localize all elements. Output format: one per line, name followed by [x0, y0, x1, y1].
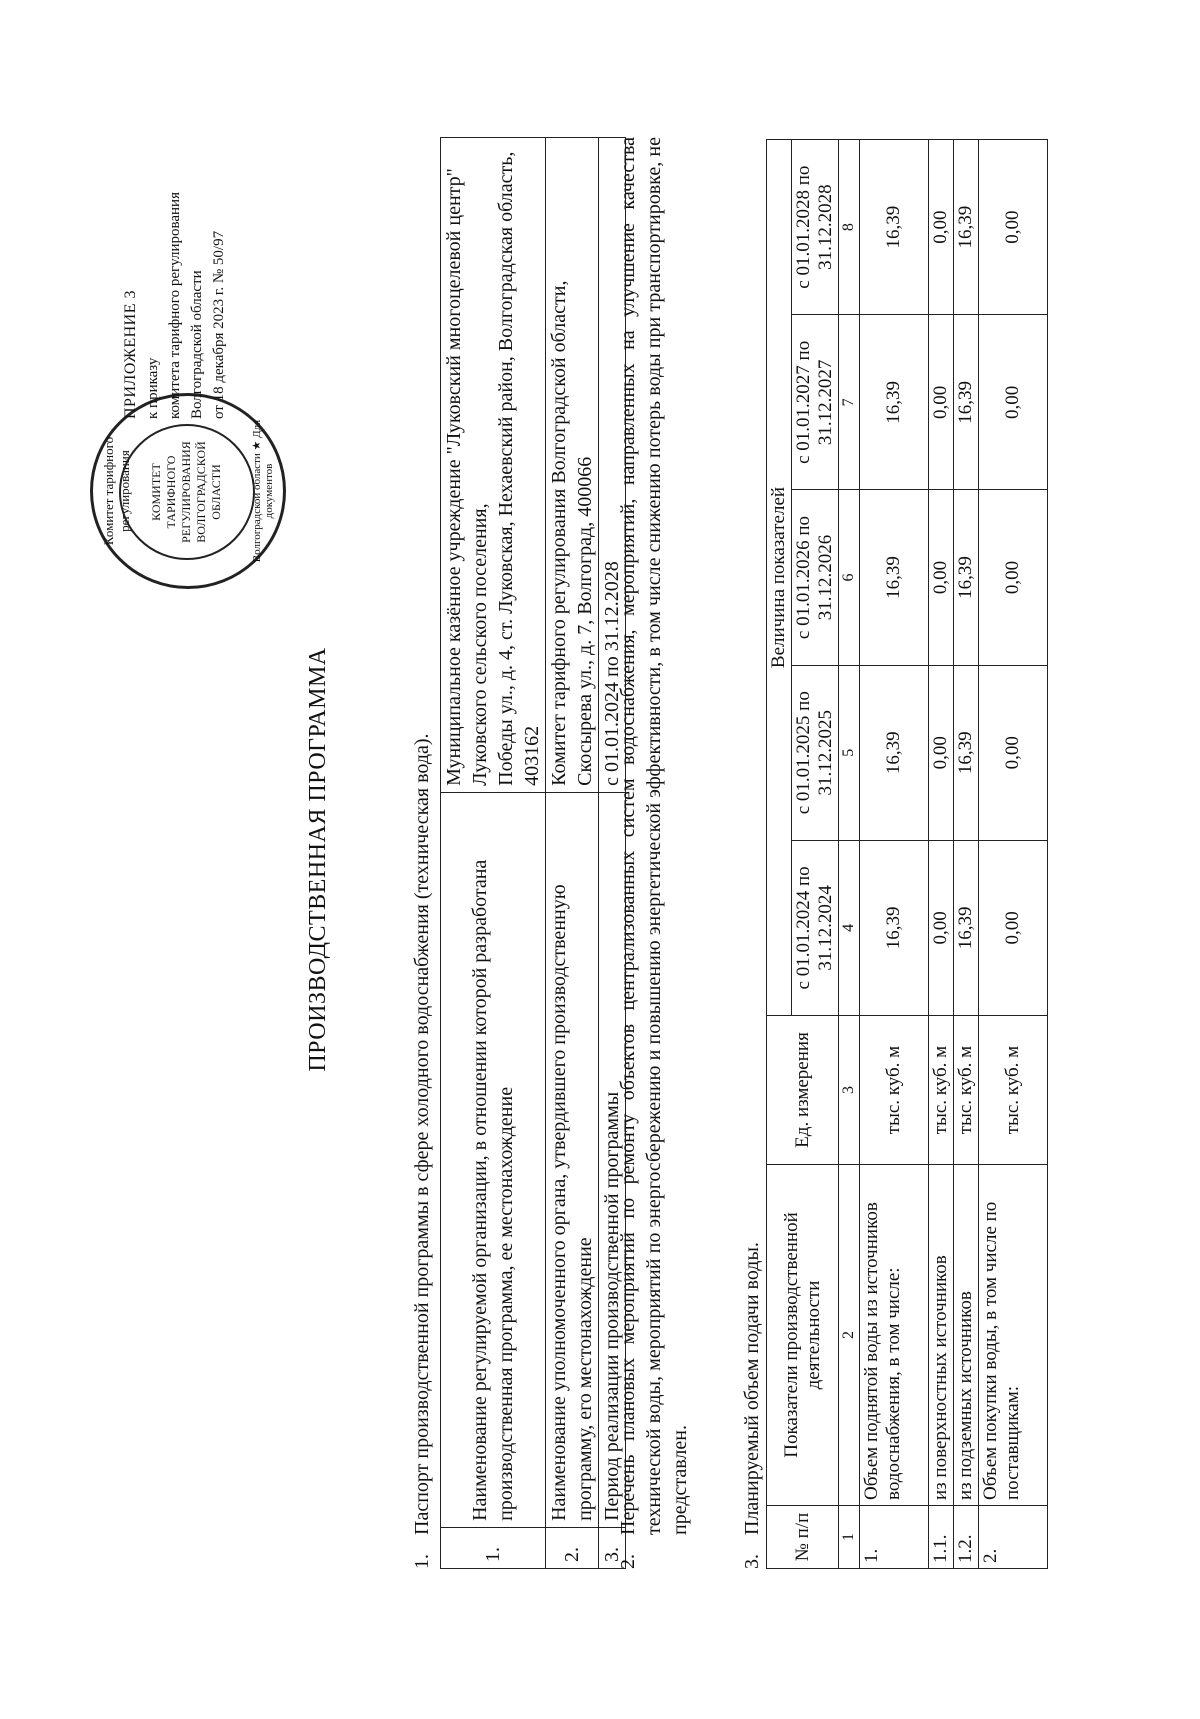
seal-center-text: КОМИТЕТ ТАРИФНОГО РЕГУЛИРОВАНИЯ ВОЛГОГРАДСКОЙ ОБЛАСТИ — [149, 441, 223, 543]
cell-value: 16,39 — [860, 490, 929, 665]
page-title: ПРОИЗВОДСТВЕННАЯ ПРОГРАММА — [305, 647, 331, 1072]
cell-value: 16,39 — [860, 315, 929, 490]
cell-value: 0,00 — [929, 140, 954, 315]
value-line: Скосырева ул., д. 7, Волгоград, 400066 — [574, 456, 596, 786]
column-index: 2 — [839, 1165, 860, 1506]
section-label: Паспорт производственной программы в сфере холодного водоснабжения (техническая вода). — [411, 733, 433, 1535]
seal-inner-ring — [119, 424, 255, 560]
column-index-row — [839, 140, 860, 1569]
section-number: 1. — [411, 1554, 433, 1569]
col-header-period: с 01.01.2026 по 31.12.2026 — [792, 490, 839, 665]
cell-value: 0,00 — [979, 140, 1048, 315]
row-label: Наименование регулируемой организации, в отношении которой разработана производственная программа, ее местонахождение — [441, 792, 546, 1527]
col-header-period: с 01.01.2024 по 31.12.2024 — [792, 840, 839, 1015]
column-index: 7 — [839, 315, 860, 490]
column-index: 8 — [839, 140, 860, 315]
table-row — [441, 138, 546, 1569]
cell-value: 0,00 — [929, 665, 954, 840]
value-line: с 01.01.2024 по 31.12.2028 — [601, 561, 623, 786]
table-header-row — [767, 140, 792, 1569]
cell-value: 0,00 — [979, 315, 1048, 490]
section-text: Перечень плановых мероприятий по ремонту объектов централизованных систем водоснабжения, мероприятий, направленных на улучшение качества технической воды, мероприятий по энергосбережению и повышению энергетической эффективности, в том числе снижению потерь воды при транспортировке, не представлен. — [617, 137, 691, 1535]
row-unit: тыс. куб. м — [929, 1016, 954, 1165]
cell-value: 16,39 — [954, 315, 979, 490]
table-row — [546, 138, 599, 1569]
column-index: 3 — [839, 1016, 860, 1165]
value-line: Комитет тарифного регулирования Волгоградской области, — [548, 280, 570, 786]
row-name: Объем покупки воды, в том числе по поставщикам: — [979, 1165, 1048, 1506]
row-value — [546, 138, 599, 793]
cell-value: 0,00 — [929, 840, 954, 1015]
row-name: из поверхностных источников — [929, 1165, 954, 1506]
col-header-period: с 01.01.2027 по 31.12.2027 — [792, 315, 839, 490]
appendix-line: комитета тарифного регулирования — [167, 192, 183, 419]
row-label: Наименование уполномоченного органа, утвердившего производственную программу, его местонахождение — [546, 792, 599, 1527]
column-index: 5 — [839, 665, 860, 840]
column-index: 1 — [839, 1506, 860, 1569]
appendix-line: Волгоградской области — [189, 270, 205, 419]
section-2-paragraph — [615, 137, 693, 1569]
row-unit: тыс. куб. м — [954, 1016, 979, 1165]
col-header-number: № п/п — [767, 1506, 839, 1569]
table-row — [929, 140, 954, 1569]
table-row — [954, 140, 979, 1569]
cell-value: 16,39 — [860, 665, 929, 840]
section-number: 2. — [617, 1554, 639, 1569]
appendix-line: к приказу — [145, 357, 161, 419]
column-index: 4 — [839, 840, 860, 1015]
row-number: 1.1. — [929, 1506, 954, 1569]
row-name: из подземных источников — [954, 1165, 979, 1506]
cell-value: 16,39 — [954, 840, 979, 1015]
table-row — [979, 140, 1048, 1569]
cell-value: 0,00 — [979, 665, 1048, 840]
col-header-unit: Ед. измерения — [767, 1016, 839, 1165]
official-seal — [90, 393, 286, 589]
cell-value: 0,00 — [929, 315, 954, 490]
appendix-block — [120, 39, 230, 419]
cell-value: 16,39 — [860, 140, 929, 315]
row-name: Объем поднятой воды из источников водоснабжения, в том числе: — [860, 1165, 929, 1506]
row-unit: тыс. куб. м — [979, 1016, 1048, 1165]
cell-value: 16,39 — [954, 665, 979, 840]
section-1-heading — [410, 733, 434, 1569]
seal-ring-bottom: Волгоградской области ★ Для документов — [251, 419, 275, 563]
appendix-title: ПРИЛОЖЕНИЕ 3 — [122, 289, 139, 419]
column-index: 6 — [839, 490, 860, 665]
cell-value: 16,39 — [954, 490, 979, 665]
row-number: 1. — [441, 1527, 546, 1568]
table-row — [860, 140, 929, 1569]
seal-ring-top: Комитет тарифного регулирования — [101, 436, 132, 546]
row-value — [441, 138, 546, 793]
cell-value: 16,39 — [860, 840, 929, 1015]
cell-value: 16,39 — [954, 140, 979, 315]
row-unit: тыс. куб. м — [860, 1016, 929, 1165]
row-number: 2. — [546, 1527, 599, 1568]
water-volume-table — [766, 139, 1048, 1569]
cell-value: 0,00 — [979, 490, 1048, 665]
col-header-period: с 01.01.2028 по 31.12.2028 — [792, 140, 839, 315]
cell-value: 0,00 — [979, 840, 1048, 1015]
appendix-line: от 18 декабря 2023 г. № 50/97 — [211, 230, 227, 419]
passport-table — [440, 137, 626, 1569]
row-number: 1. — [860, 1506, 929, 1569]
row-number: 3. — [599, 1527, 626, 1568]
section-label: Планируемый объем подачи воды. — [741, 1242, 763, 1535]
cell-value: 0,00 — [929, 490, 954, 665]
col-header-name: Показатели производственной деятельности — [767, 1165, 839, 1506]
col-header-group: Величина показателей — [767, 140, 792, 1016]
section-number: 3. — [741, 1554, 763, 1569]
section-3-heading — [740, 1242, 764, 1569]
row-number: 2. — [979, 1506, 1048, 1569]
col-header-period: с 01.01.2025 по 31.12.2025 — [792, 665, 839, 840]
row-label: Период реализации производственной программы — [599, 792, 626, 1527]
value-line: Победы ул., д. 4, ст. Луковская, Нехаевский район, Волгоградская область, 403162 — [495, 151, 543, 786]
value-line: Муниципальное казённое учреждение "Луковский многоцелевой центр" Луковского сельского поселения, — [443, 168, 491, 786]
row-number: 1.2. — [954, 1506, 979, 1569]
